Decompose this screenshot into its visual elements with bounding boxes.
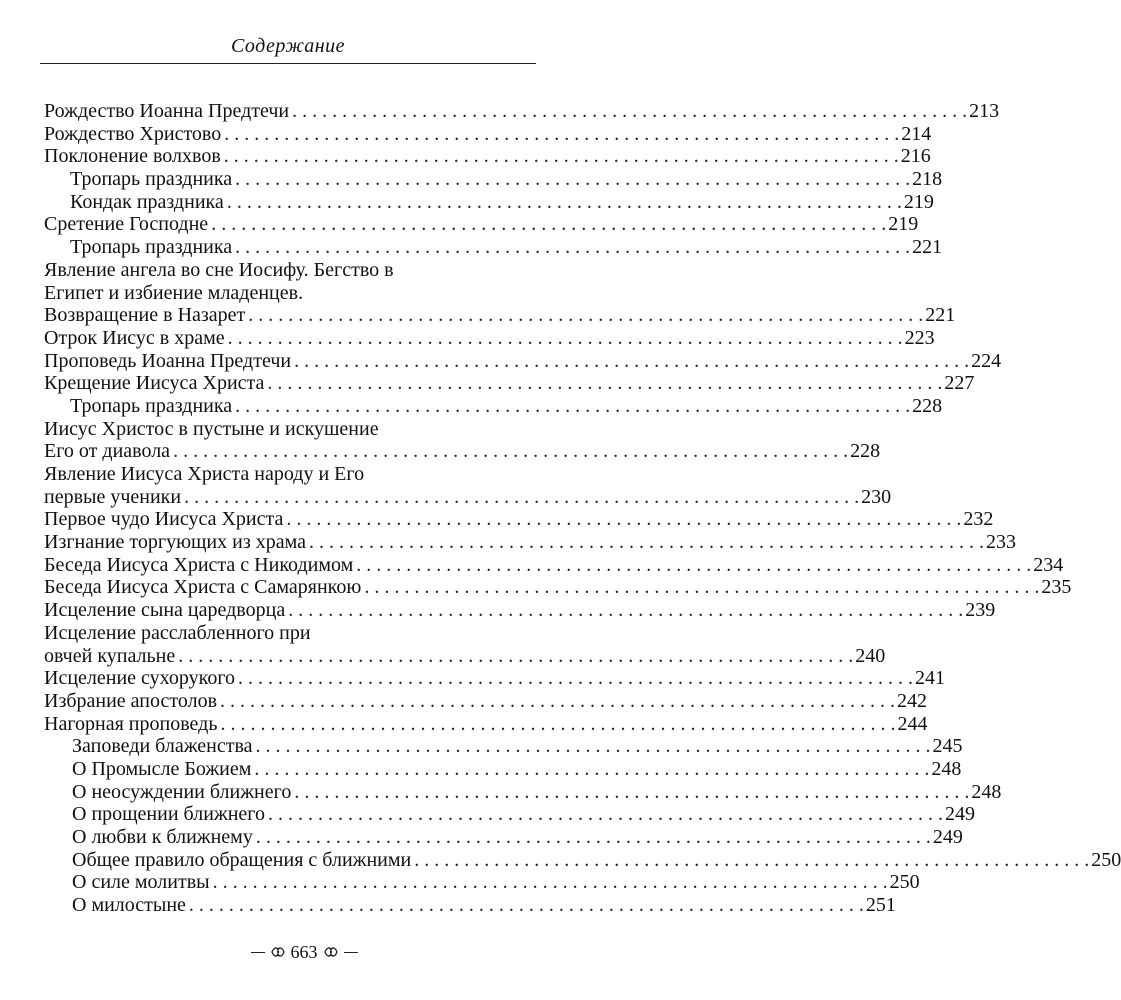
dot-leader bbox=[235, 667, 913, 690]
toc-entry-page: 235 bbox=[1041, 576, 1072, 599]
dot-leader bbox=[170, 440, 848, 463]
toc-entry-page: 219 bbox=[888, 213, 919, 236]
toc-entry-line bbox=[44, 644, 886, 668]
toc-entry-title: Изгнание торгующих из храма bbox=[44, 531, 307, 554]
toc-entry bbox=[44, 826, 963, 849]
toc-entry-line bbox=[72, 780, 1002, 804]
toc-entry-title: Египет и избиение младенцев. bbox=[44, 281, 304, 304]
toc-entry-line bbox=[72, 803, 975, 826]
toc-entry-page: 216 bbox=[900, 145, 931, 168]
toc-entry-line bbox=[44, 259, 531, 282]
toc-entry-line bbox=[70, 236, 943, 259]
dot-leader bbox=[221, 123, 899, 146]
toc-entry-line bbox=[72, 871, 920, 894]
dot-leader bbox=[265, 803, 943, 826]
toc-entry-page: 224 bbox=[971, 349, 1002, 372]
toc-entry bbox=[44, 100, 1000, 123]
toc-entry bbox=[44, 780, 1002, 804]
toc-entry-line bbox=[44, 418, 531, 441]
toc-entry bbox=[44, 871, 920, 894]
toc-entry-page: 218 bbox=[912, 168, 943, 191]
toc-entry bbox=[44, 848, 1121, 872]
toc-entry bbox=[44, 372, 975, 395]
toc-entry-line bbox=[44, 282, 531, 305]
table-of-contents bbox=[44, 100, 1121, 917]
dot-leader bbox=[232, 236, 910, 259]
toc-entry-line bbox=[44, 712, 928, 736]
toc-entry bbox=[44, 326, 935, 350]
toc-entry-page: 250 bbox=[1091, 848, 1121, 871]
toc-entry-title: Иисус Христос в пустыне и искушение bbox=[44, 417, 379, 440]
toc-entry-title: Заповеди блаженства bbox=[72, 735, 253, 758]
dot-leader bbox=[217, 690, 895, 713]
toc-entry bbox=[44, 145, 931, 168]
toc-entry bbox=[44, 803, 975, 826]
toc-entry-title: О неосуждении ближнего bbox=[72, 780, 292, 803]
dot-leader bbox=[264, 372, 942, 395]
dot-leader bbox=[251, 758, 929, 781]
toc-entry-title: Беседа Иисуса Христа с Никодимом bbox=[44, 553, 354, 576]
toc-entry bbox=[44, 190, 934, 214]
dot-leader bbox=[289, 100, 967, 123]
toc-entry-title: Явление Иисуса Христа народу и Его bbox=[44, 463, 365, 485]
toc-entry bbox=[44, 349, 1002, 373]
toc-entry bbox=[44, 282, 531, 305]
toc-entry-page: 248 bbox=[931, 757, 962, 780]
page-footer bbox=[0, 940, 608, 964]
toc-entry bbox=[44, 259, 531, 282]
toc-entry-title: овчей купальне bbox=[44, 644, 176, 667]
dot-leader bbox=[253, 735, 931, 758]
toc-entry-title: Крещение Иисуса Христа bbox=[44, 372, 265, 395]
toc-entry bbox=[44, 508, 994, 531]
toc-entry bbox=[44, 667, 946, 690]
dot-leader bbox=[186, 894, 864, 917]
toc-entry-title: Первое чудо Иисуса Христа bbox=[44, 508, 284, 531]
toc-entry-title: Кондак праздника bbox=[70, 190, 224, 213]
dot-leader bbox=[175, 645, 853, 668]
toc-entry-line bbox=[44, 326, 935, 350]
toc-entry-page: 248 bbox=[971, 780, 1002, 803]
toc-entry-line bbox=[70, 190, 934, 214]
dot-leader bbox=[291, 781, 969, 804]
toc-entry bbox=[44, 485, 892, 509]
toc-entry-line bbox=[44, 145, 931, 168]
toc-entry-title: Тропарь праздника bbox=[70, 168, 233, 191]
toc-entry-page: 230 bbox=[861, 485, 892, 508]
footer-dash-left bbox=[251, 952, 265, 953]
dot-leader bbox=[253, 826, 931, 849]
toc-entry bbox=[44, 689, 928, 713]
dot-leader bbox=[224, 191, 902, 214]
toc-entry bbox=[44, 894, 896, 917]
toc-entry-line bbox=[72, 826, 963, 849]
toc-entry-page: 219 bbox=[903, 190, 934, 213]
toc-entry bbox=[44, 576, 1072, 599]
toc-entry-line bbox=[44, 622, 531, 645]
toc-entry-title: Поклонение волхвов bbox=[44, 145, 221, 168]
toc-entry-line bbox=[44, 553, 1064, 577]
dot-leader bbox=[285, 599, 963, 622]
toc-entry-page: 249 bbox=[945, 803, 975, 826]
toc-entry-line bbox=[44, 213, 919, 236]
header-rule bbox=[40, 63, 536, 64]
toc-entry-title: Отрок Иисус в храме bbox=[44, 326, 225, 349]
toc-entry-page: 223 bbox=[904, 326, 935, 349]
toc-entry-line bbox=[44, 667, 946, 690]
toc-entry bbox=[44, 599, 996, 622]
toc-entry-title: О Промысле Божием bbox=[72, 757, 252, 780]
dot-leader bbox=[411, 849, 1089, 872]
toc-entry-title: Рождество Христово bbox=[44, 122, 222, 145]
toc-entry bbox=[44, 553, 1064, 577]
toc-entry-line bbox=[44, 508, 994, 531]
toc-entry bbox=[44, 644, 886, 668]
dot-leader bbox=[361, 576, 1039, 599]
toc-entry-page: 244 bbox=[897, 712, 928, 735]
toc-entry-page: 228 bbox=[850, 440, 881, 463]
toc-entry bbox=[44, 213, 919, 236]
toc-entry-title: Проповедь Иоанна Предтечи bbox=[44, 349, 292, 372]
toc-entry-title: Общее правило обращения с ближними bbox=[72, 848, 412, 871]
toc-entry-page: 221 bbox=[925, 304, 956, 327]
toc-entry-title: О прощении ближнего bbox=[72, 803, 265, 826]
toc-entry-line bbox=[44, 372, 975, 395]
toc-entry-page: 241 bbox=[915, 667, 946, 690]
toc-entry bbox=[44, 394, 943, 418]
toc-entry-page: 221 bbox=[912, 236, 943, 259]
toc-entry-line bbox=[72, 757, 962, 781]
toc-entry-page: 240 bbox=[855, 644, 886, 667]
toc-entry-page: 213 bbox=[969, 100, 1000, 122]
toc-entry bbox=[44, 712, 928, 736]
toc-entry-line bbox=[44, 304, 956, 327]
toc-entry-title: О любви к ближнему bbox=[72, 826, 253, 848]
toc-entry-line bbox=[44, 485, 892, 509]
toc-entry-title: Явление ангела во сне Иосифу. Бегство в bbox=[44, 258, 394, 281]
toc-entry-line bbox=[72, 848, 1121, 872]
toc-entry-line bbox=[70, 168, 943, 191]
toc-entry-title: Сретение Господне bbox=[44, 213, 209, 236]
toc-entry-title: Избрание апостолов bbox=[44, 689, 218, 712]
toc-entry-line bbox=[72, 894, 896, 917]
toc-entry-title: Тропарь праздника bbox=[70, 236, 233, 259]
toc-entry-title: Беседа Иисуса Христа с Самарянкою bbox=[44, 576, 362, 599]
toc-entry bbox=[44, 463, 531, 486]
page-number: 663 bbox=[290, 942, 318, 962]
toc-entry-page: 228 bbox=[912, 394, 943, 417]
toc-entry-line bbox=[44, 531, 1017, 554]
toc-entry-title: О силе молитвы bbox=[72, 871, 210, 894]
toc-entry bbox=[44, 622, 531, 645]
toc-entry-title: Исцеление расслабленного при bbox=[44, 621, 311, 644]
toc-entry-line bbox=[44, 576, 1072, 599]
toc-entry-page: 245 bbox=[932, 735, 963, 758]
toc-entry-page: 242 bbox=[897, 689, 928, 712]
toc-entry-page: 227 bbox=[944, 372, 975, 395]
dot-leader bbox=[306, 531, 984, 554]
dot-leader bbox=[291, 350, 969, 373]
dot-leader bbox=[353, 554, 1031, 577]
ornament-left-icon bbox=[271, 946, 285, 958]
toc-entry bbox=[44, 304, 956, 327]
toc-entry bbox=[44, 531, 1017, 554]
dot-leader bbox=[221, 145, 899, 168]
toc-entry-page: 233 bbox=[986, 531, 1017, 554]
toc-entry bbox=[44, 440, 881, 463]
toc-entry-page: 234 bbox=[1033, 553, 1064, 576]
toc-entry-title: Исцеление сухорукого bbox=[44, 667, 236, 690]
toc-entry bbox=[44, 122, 932, 146]
dot-leader bbox=[245, 304, 923, 327]
toc-entry-title: Исцеление сына царедворца bbox=[44, 599, 286, 622]
dot-leader bbox=[225, 327, 903, 350]
toc-entry-line bbox=[44, 689, 928, 713]
toc-entry-page: 214 bbox=[901, 122, 932, 145]
toc-entry bbox=[44, 757, 962, 781]
ornament-right-icon bbox=[324, 946, 338, 958]
toc-entry-line bbox=[72, 735, 963, 758]
toc-entry-page: 249 bbox=[932, 826, 963, 848]
toc-entry-line bbox=[44, 440, 881, 463]
toc-entry-title: О милостыне bbox=[72, 894, 186, 917]
dot-leader bbox=[210, 871, 888, 894]
dot-leader bbox=[232, 168, 910, 191]
toc-entry-title: Возвращение в Назарет bbox=[44, 304, 246, 327]
dot-leader bbox=[208, 213, 886, 236]
toc-entry-line bbox=[44, 599, 996, 622]
toc-entry-page: 239 bbox=[965, 599, 996, 622]
toc-entry bbox=[44, 418, 531, 441]
running-header-title: Содержание bbox=[230, 35, 346, 57]
dot-leader bbox=[217, 713, 895, 736]
toc-entry-page: 250 bbox=[889, 871, 920, 894]
toc-entry-page: 251 bbox=[865, 894, 896, 917]
toc-entry-page: 232 bbox=[963, 508, 994, 531]
toc-entry bbox=[44, 735, 963, 758]
toc-entry-line bbox=[44, 349, 1002, 373]
toc-entry-title: Тропарь праздника bbox=[70, 394, 233, 417]
toc-entry-title: Нагорная проповедь bbox=[44, 712, 218, 735]
dot-leader bbox=[283, 508, 961, 531]
footer-dash-right bbox=[344, 952, 358, 953]
toc-entry bbox=[44, 168, 943, 191]
toc-entry-title: Рождество Иоанна Предтечи bbox=[44, 100, 290, 122]
toc-entry-title: первые ученики bbox=[44, 485, 182, 508]
toc-entry-line bbox=[44, 463, 531, 486]
toc-entry-line bbox=[44, 100, 1000, 123]
dot-leader bbox=[232, 395, 910, 418]
toc-entry-line bbox=[44, 122, 932, 146]
toc-entry-title: Его от диавола bbox=[44, 440, 171, 463]
toc-entry-line bbox=[70, 394, 943, 418]
dot-leader bbox=[181, 486, 859, 509]
toc-entry bbox=[44, 236, 943, 259]
